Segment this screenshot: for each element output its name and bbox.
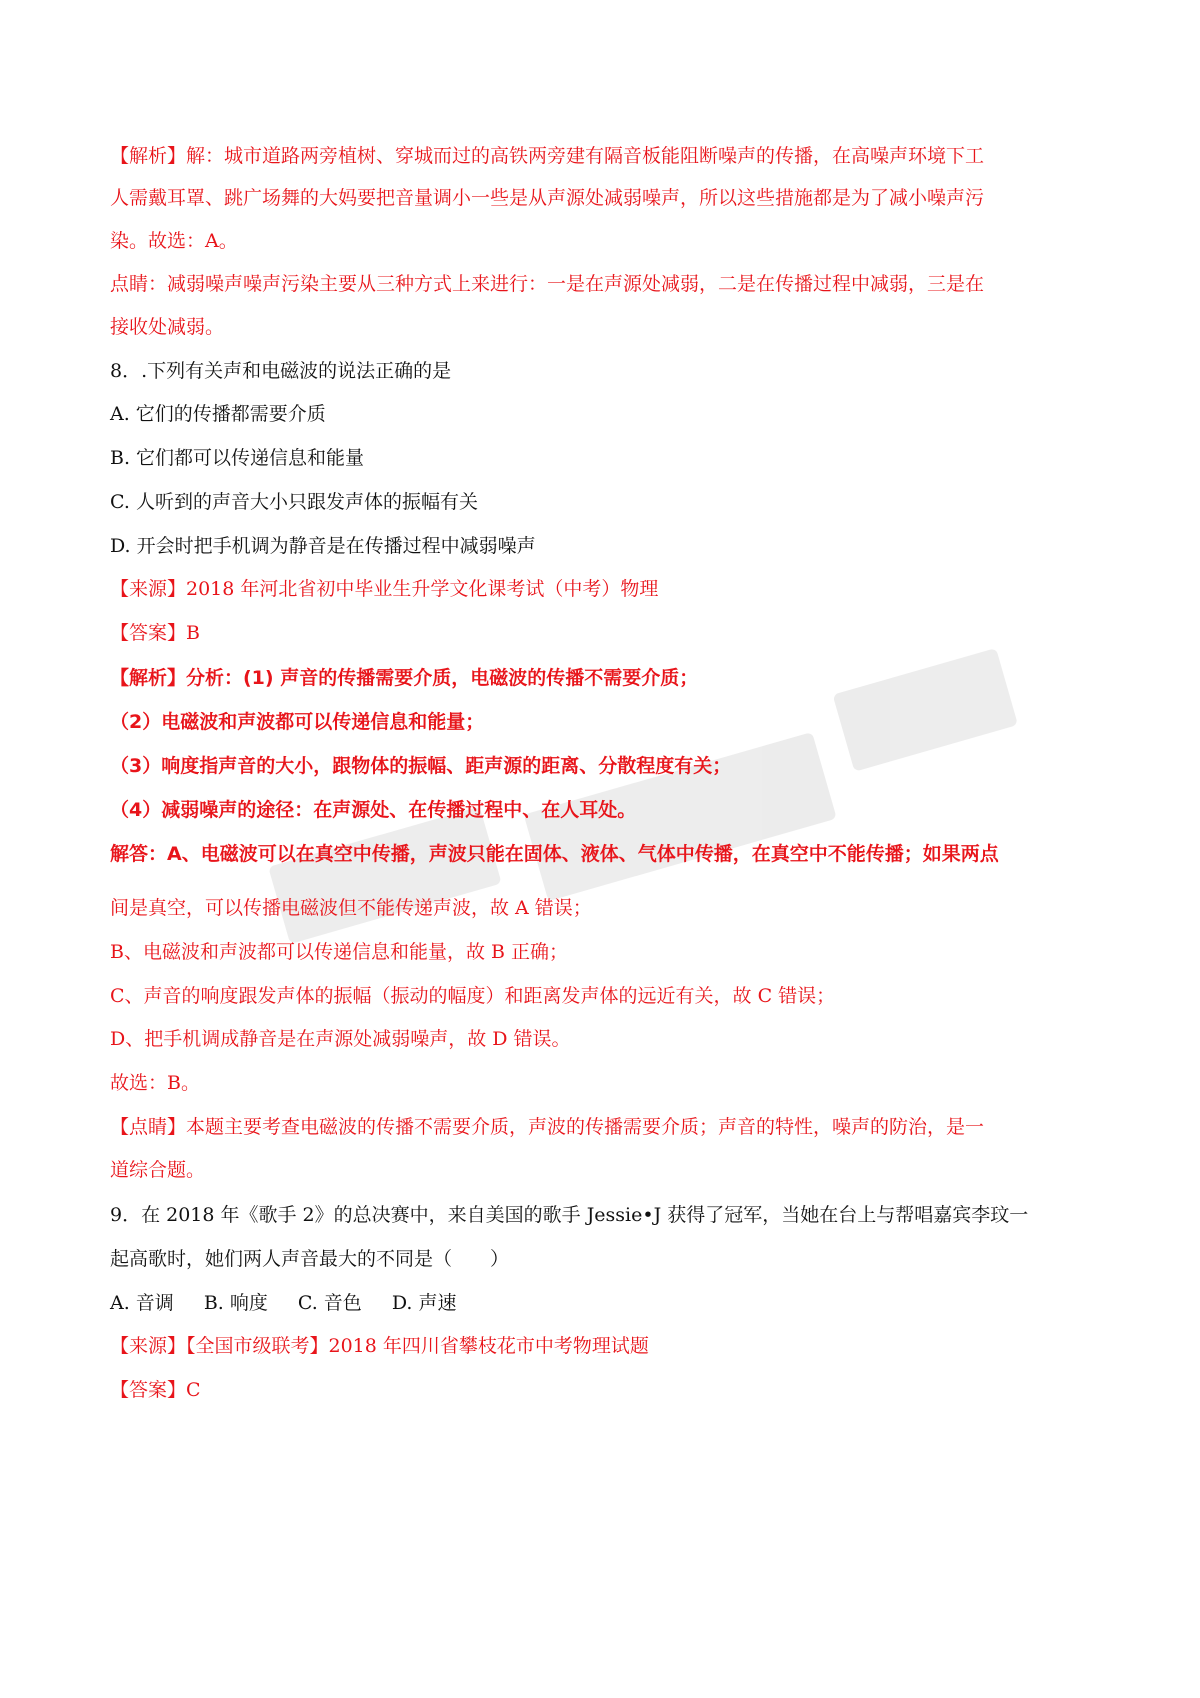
question-8-solution: C、声音的响度跟发声体的振幅（振动的幅度）和距离发声体的远近有关，故 C 错误； <box>110 985 836 1007</box>
question-8-solution: B、电磁波和声波都可以传递信息和能量，故 B 正确； <box>110 941 569 963</box>
question-8-conclusion: 故选：B。 <box>110 1072 200 1094</box>
question-8-answer: 【答案】B <box>110 622 200 644</box>
question-8-analysis: （4）减弱噪声的途径：在声源处、在传播过程中、在人耳处。 <box>110 799 637 821</box>
question-9-source: 【来源】【全国市级联考】2018 年四川省攀枝花市中考物理试题 <box>110 1335 649 1357</box>
question-9-stem: 9．在 2018 年《歌手 2》的总决赛中，来自美国的歌手 Jessie•J 获得了冠军，当她在台上与帮唱嘉宾李玟一 <box>110 1204 1029 1226</box>
question-8-source: 【来源】2018 年河北省初中毕业生升学文化课考试（中考）物理 <box>110 578 659 600</box>
question-9-answer: 【答案】C <box>110 1379 201 1401</box>
question-8-analysis: （3）响度指声音的大小，跟物体的振幅、距声源的距离、分散程度有关； <box>110 755 732 777</box>
question-8-option-c: C. 人听到的声音大小只跟发声体的振幅有关 <box>110 491 478 513</box>
question-8-option-b: B. 它们都可以传递信息和能量 <box>110 447 365 469</box>
question-9-option-d: D. 声速 <box>391 1292 457 1314</box>
question-8-stem: 8．.下列有关声和电磁波的说法正确的是 <box>110 360 452 382</box>
question-8-solution-intro: 解答：A、电磁波可以在真空中传播，声波只能在固体、液体、气体中传播，在真空中不能传播；如果两点 <box>110 843 999 865</box>
question-9-stem: 起高歌时，她们两人声音最大的不同是（ ） <box>110 1248 510 1270</box>
question-9-options <box>110 1290 1092 1316</box>
analysis-line: 人需戴耳罩、跳广场舞的大妈要把音量调小一些是从声源处减弱噪声，所以这些措施都是为了减小噪声污 <box>110 187 985 209</box>
question-8-analysis: （2）电磁波和声波都可以传递信息和能量； <box>110 711 485 733</box>
question-8-option-d: D. 开会时把手机调为静音是在传播过程中减弱噪声 <box>110 535 536 557</box>
analysis-line: 染。故选：A。 <box>110 230 238 252</box>
question-8-comment: 【点睛】本题主要考查电磁波的传播不需要介质，声波的传播需要介质；声音的特性，噪声的防治，是一 <box>110 1116 985 1138</box>
question-8-analysis: 【解析】分析：(1) 声音的传播需要介质，电磁波的传播不需要介质； <box>110 667 699 689</box>
analysis-line: 【解析】解：城市道路两旁植树、穿城而过的高铁两旁建有隔音板能阻断噪声的传播，在高噪声环境下工 <box>110 145 985 167</box>
tip-line: 点睛：减弱噪声噪声污染主要从三种方式上来进行：一是在声源处减弱，二是在传播过程中减弱，三是在 <box>110 273 985 295</box>
question-8-solution: D、把手机调成静音是在声源处减弱噪声，故 D 错误。 <box>110 1028 571 1050</box>
question-8-solution: 间是真空，可以传播电磁波但不能传递声波，故 A 错误； <box>110 897 592 919</box>
question-9-option-b: B. 响度 <box>203 1292 268 1314</box>
tip-line: 接收处减弱。 <box>110 316 225 338</box>
question-8-option-a: A. 它们的传播都需要介质 <box>110 403 326 425</box>
question-8-comment: 道综合题。 <box>110 1159 206 1181</box>
question-9-option-a: A. 音调 <box>110 1292 174 1314</box>
question-9-option-c: C. 音色 <box>297 1292 362 1314</box>
